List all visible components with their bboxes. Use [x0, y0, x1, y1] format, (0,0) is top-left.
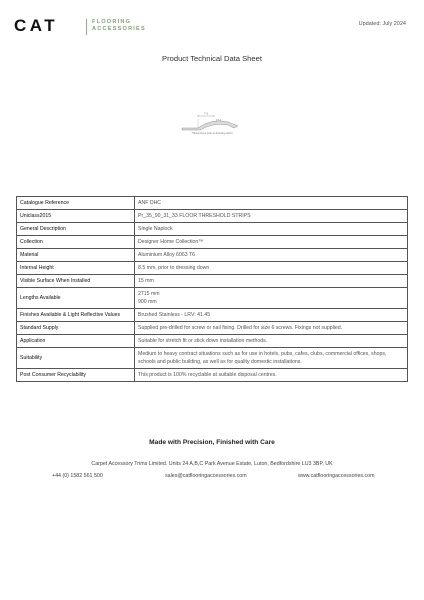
spec-value-line: This product is 100% recyclable at suitable disposal centres. [138, 372, 277, 378]
spec-key: Application [17, 335, 135, 348]
spec-value-line: Single Naplock [138, 226, 173, 232]
website-link[interactable]: www.catflooringaccessories.com [298, 473, 375, 479]
spec-table [16, 196, 408, 382]
logo-subtitle [92, 19, 146, 33]
footer-tagline: Made with Precision, Finished with Care [149, 439, 275, 446]
spec-row [17, 249, 408, 262]
spec-value [135, 236, 408, 249]
spec-value [135, 275, 408, 288]
spec-key: Material [17, 249, 135, 262]
spec-key: Lengths Available [17, 288, 135, 309]
document-title: Product Technical Data Sheet [162, 54, 262, 63]
spec-value-line: 8.5 mm, prior to dressing down [138, 265, 210, 271]
spec-row [17, 223, 408, 236]
profile-diagram [176, 107, 248, 137]
threshold-profile-shape [182, 121, 238, 130]
spec-row [17, 236, 408, 249]
spec-value-line: 2715 mm [138, 291, 160, 297]
spec-key: Finishes Available & Light Reflective Values [17, 309, 135, 322]
spec-key: General Description [17, 223, 135, 236]
email-link[interactable]: sales@catflooringaccessories.com [165, 473, 247, 479]
spec-key: Post Consumer Recyclability [17, 369, 135, 382]
spec-value [135, 369, 408, 382]
logo-divider [86, 19, 87, 35]
spec-row [17, 369, 408, 382]
spec-key: Visible Surface When Installed [17, 275, 135, 288]
page-header [14, 14, 410, 38]
logo-subtitle-line1: FLOORING [92, 19, 132, 25]
spec-value-line: Supplied pre-drilled for screw or nail fixing. Drilled for size 6 screws. Fixings not supplied. [138, 325, 343, 331]
spec-value [135, 322, 408, 335]
spec-key: Collection [17, 236, 135, 249]
spec-value [135, 262, 408, 275]
phone-number: +44 (0) 1582 561 500 [52, 473, 103, 479]
spec-key: Internal Height [17, 262, 135, 275]
spec-key: Standard Supply [17, 322, 135, 335]
dimension-label-top: 7.6 [204, 111, 208, 116]
diagram-caption: *Dimensions prior to dressing down [191, 132, 233, 135]
spec-row [17, 348, 408, 369]
updated-date: Updated: July 2024 [358, 21, 406, 27]
spec-key: Catalogue Reference [17, 197, 135, 210]
spec-value-line: 900 mm [138, 299, 157, 305]
spec-row [17, 275, 408, 288]
spec-value-line: Suitable for stretch fit or stick down installation methods. [138, 338, 268, 344]
spec-value [135, 288, 408, 309]
profile-diagram-drawing [176, 107, 248, 133]
spec-row [17, 197, 408, 210]
spec-value-line: Designer Home Collection™ [138, 239, 204, 245]
spec-value [135, 335, 408, 348]
spec-row [17, 288, 408, 309]
spec-row [17, 262, 408, 275]
spec-value-line: Medium to heavy contract situations such as for use in hotels, pubs, cafes, clubs, commercial offices, shops, schools and public building, as well as for quality domestic installations. [138, 351, 387, 365]
spec-row [17, 309, 408, 322]
spec-row [17, 322, 408, 335]
logo-subtitle-line2: ACCESSORIES [92, 26, 146, 32]
logo-wordmark: CAT [14, 16, 59, 35]
spec-value-line: ANF DHC [138, 200, 162, 206]
spec-value-line: 15 mm [138, 278, 154, 284]
spec-value-line: Aluminium Alloy 6063 T6 [138, 252, 195, 258]
spec-value-line: Brushed Stainless - LRV: 41.45 [138, 312, 211, 318]
dimension-label-mid: 15.3 [216, 119, 222, 122]
spec-value-line: Pr_35_90_31_33 FLOOR THRESHOLD STRIPS [138, 213, 251, 219]
spec-row [17, 335, 408, 348]
spec-key: Uniclass2015 [17, 210, 135, 223]
spec-value [135, 309, 408, 322]
spec-value [135, 223, 408, 236]
spec-value [135, 210, 408, 223]
spec-value [135, 249, 408, 262]
spec-row [17, 210, 408, 223]
spec-value [135, 197, 408, 210]
company-address: Carpet Accessory Trims Limited. Units 24 A,B,C Park Avenue Estate, Luton, Bedfordshire LU3 3BP, UK [91, 461, 333, 467]
spec-key: Suitability [17, 348, 135, 369]
spec-value [135, 348, 408, 369]
